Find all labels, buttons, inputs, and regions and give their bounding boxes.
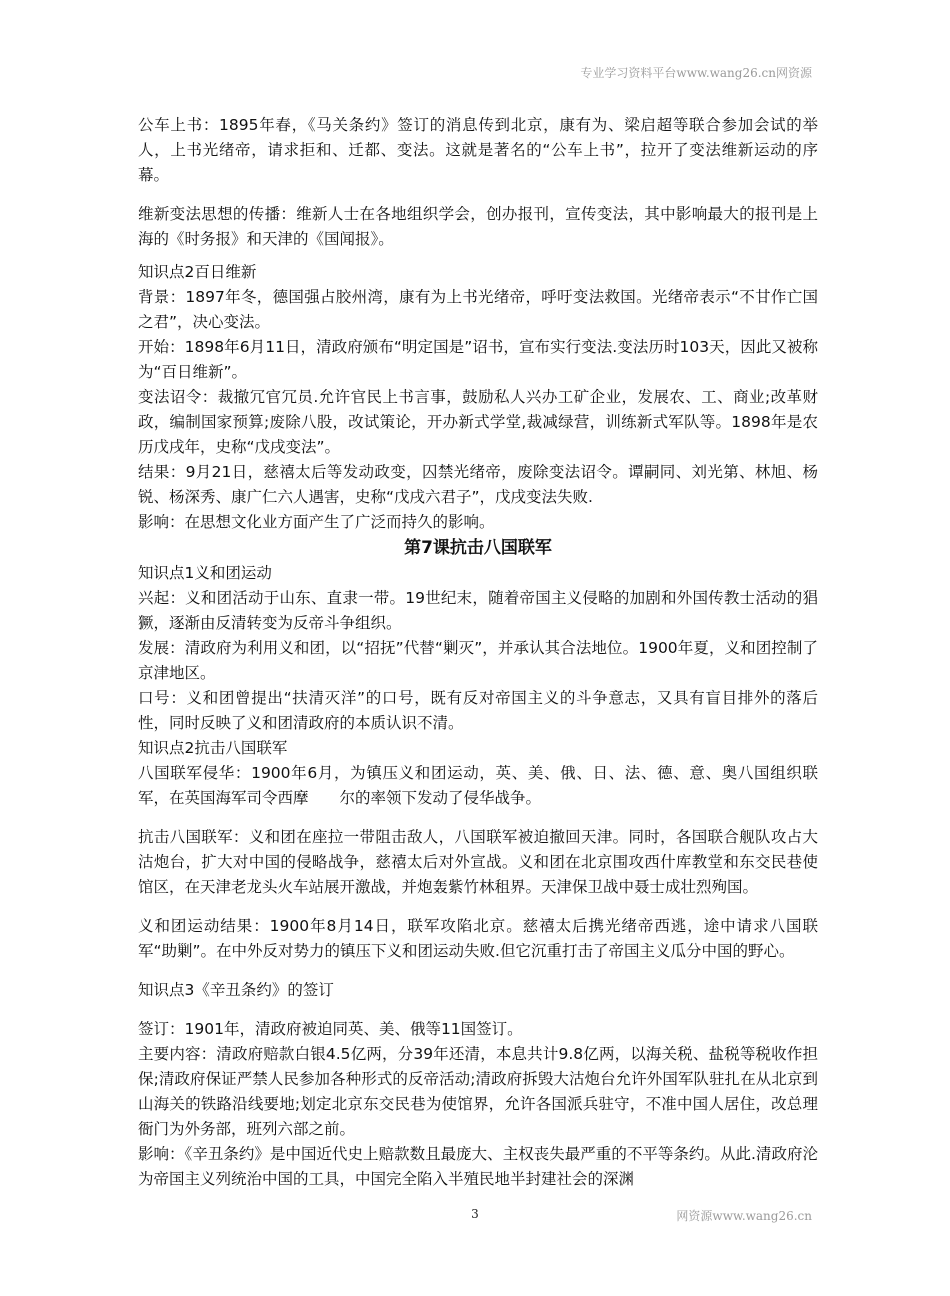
paragraph-gongche-shangshu: 公车上书：1895年春，《马关条约》签订的消息传到北京，康有为、梁启超等联合参加会试的举人，上书光绪帝，请求拒和、迁都、变法。这就是著名的“公车上书”，拉开了变法维新运动的序幕。: [138, 116, 818, 184]
paragraph-weixin-sixiang: 维新变法思想的传播：维新人士在各地组织学会，创办报刊，宣传变法，其中影响最大的报刊是上海的《时务报》和天津的《国闻报》。: [138, 205, 818, 248]
paragraph-invasion: 八国联军侵华：1900年6月，为镇压义和团运动，英、美、俄、日、法、德、意、奥八国组织联军，在英国海军司令西摩 尔的率领下发动了侵华战争。: [138, 764, 818, 807]
footer-watermark: 网资源www.wang26.cn: [676, 1209, 812, 1223]
paragraph-start: 开始：1898年6月11日，清政府颁布“明定国是”诏书，宣布实行变法.变法历时103天，因此又被称为“百日维新”。: [138, 338, 818, 381]
header-watermark: 专业学习资料平台www.wang26.cn网资源: [580, 66, 812, 80]
paragraph-resistance: 抗击八国联军：义和团在座拉一带阻击敌人，八国联军被迫撤回天津。同时，各国联合舰队攻占大沽炮台，扩大对中国的侵略战争，慈禧太后对外宣战。义和团在北京围攻西什库教堂和东交民巷使馆区，在天津老龙头火车站展开激战，并炮轰紫竹林租界。天津保卫战中聂士成壮烈殉国。: [138, 828, 818, 896]
section-heading-xinchou: 知识点3《辛丑条约》的签订: [138, 981, 334, 999]
paragraph-reform-decrees: 变法诏令：裁撤冗官冗员.允许官民上书言事，鼓励私人兴办工矿企业，发展农、工、商业;改革财政，编制国家预算;废除八股，改试策论，开办新式学堂,裁减绿营，训练新式军队等。1898年是农历戊戌年，史称“戊戌变法”。: [138, 388, 818, 456]
section-heading-yihetuan: 知识点1义和团运动: [138, 564, 272, 582]
page-number: 3: [471, 1207, 479, 1221]
paragraph-influence: 影响：在思想文化业方面产生了广泛而持久的影响。: [138, 513, 495, 531]
paragraph-result: 结果：9月21日，慈禧太后等发动政变，囚禁光绪帝，废除变法诏令。谭嗣同、刘光第、林旭、杨锐、杨深秀、康广仁六人遇害，史称“戊戌六君子”，戊戌变法失败.: [138, 463, 818, 506]
paragraph-treaty-influence: 影响：《辛丑条约》是中国近代史上赔款数且最庞大、主权丧失最严重的不平等条约。从此.清政府沦为帝国主义列统治中国的工具，中国完全陷入半殖民地半封建社会的深渊: [138, 1145, 818, 1188]
lesson-title: 第7课抗击八国联军: [404, 538, 552, 558]
paragraph-movement-result: 义和团运动结果：1900年8月14日，联军攻陷北京。慈禧太后携光绪帝西逃，途中请求八国联军“助剿”。在中外反对势力的镇压下义和团运动失败.但它沉重打击了帝国主义瓜分中国的野心。: [138, 917, 818, 960]
section-heading-kangji: 知识点2抗击八国联军: [138, 739, 288, 757]
paragraph-slogan: 口号：义和团曾提出“扶清灭洋”的口号，既有反对帝国主义的斗争意志，又具有盲目排外的落后性，同时反映了义和团清政府的本质认识不清。: [138, 689, 818, 732]
document-body: [138, 113, 818, 1192]
paragraph-development: 发展：清政府为利用义和团，以“招抚”代替“剿灭”，并承认其合法地位。1900年夏，义和团控制了京津地区。: [138, 639, 818, 682]
section-heading-bairi-weixin: 知识点2百日维新: [138, 263, 257, 281]
paragraph-signing: 签订：1901年，清政府被迫同英、美、俄等11国签订。: [138, 1020, 523, 1038]
paragraph-main-contents: 主要内容：清政府赔款白银4.5亿两，分39年还清，本息共计9.8亿两，以海关税、盐税等税收作担保;清政府保证严禁人民参加各种形式的反帝活动;清政府拆毁大沽炮台允许外国军队驻扎在从北京到山海关的铁路沿线要地;划定北京东交民巷为使馆界，允许各国派兵驻守，不准中国人居住，改总理衙门为外务部，班列六部之前。: [138, 1045, 818, 1138]
paragraph-rise: 兴起：义和团活动于山东、直隶一带。19世纪末，随着帝国主义侵略的加剧和外国传教士活动的猖獗，逐渐由反清转变为反帝斗争组织。: [138, 589, 818, 632]
paragraph-background: 背景：1897年冬，德国强占胶州湾，康有为上书光绪帝，呼吁变法救国。光绪帝表示“不甘作亡国之君”，决心变法。: [138, 288, 818, 331]
